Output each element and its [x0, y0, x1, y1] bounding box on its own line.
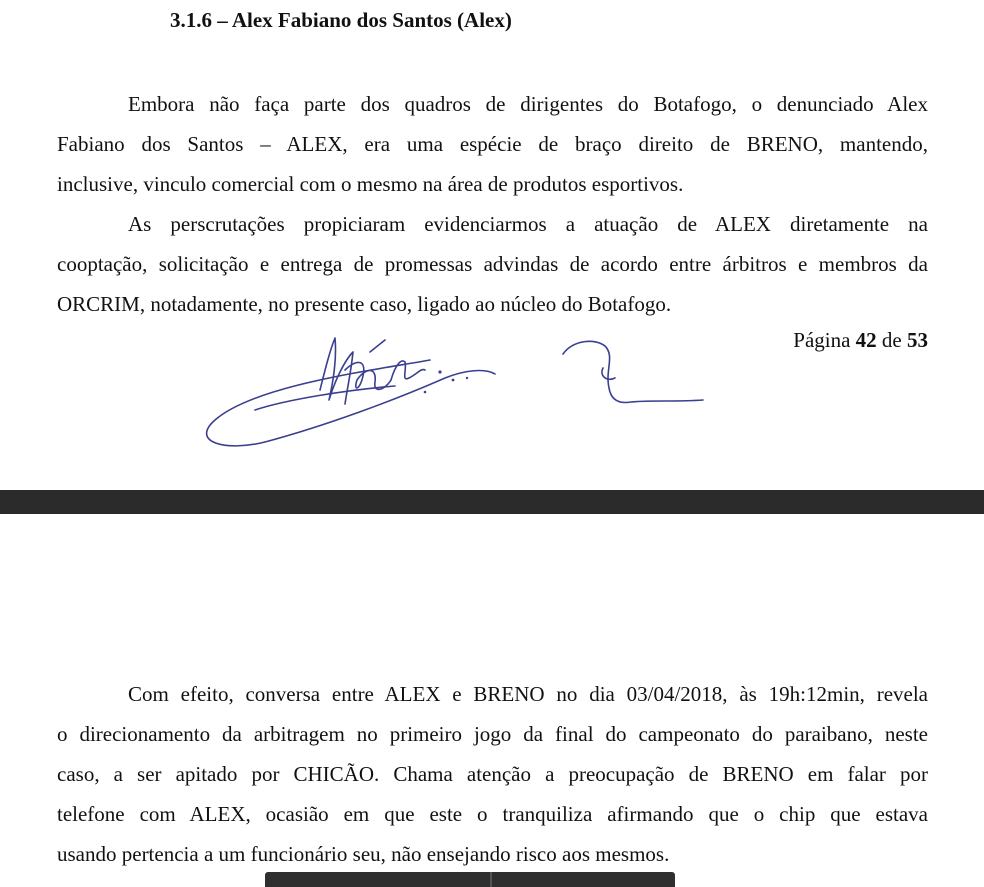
paragraph-line: cooptação, solicitação e entrega de promessas advindas de acordo entre árbitros e membros da: [57, 252, 928, 276]
paragraph-line: Embora não faça parte dos quadros de dirigentes do Botafogo, o denunciado Alex: [128, 92, 928, 116]
signature-dot: [466, 377, 468, 379]
signature-dot: [452, 379, 455, 382]
paragraph-2: [57, 204, 928, 324]
page-separator-bar: [0, 490, 984, 514]
paragraph-line: Fabiano dos Santos – ALEX, era uma espécie de braço direito de BRENO, mantendo,: [57, 132, 928, 156]
paragraph-3: [57, 674, 928, 874]
page-number-separator: de: [881, 328, 902, 352]
signature-stroke: [370, 340, 385, 352]
page-number-total: 53: [907, 328, 928, 352]
page-number-current: 42: [855, 328, 877, 352]
paragraph-line: Com efeito, conversa entre ALEX e BRENO no dia 03/04/2018, às 19h:12min, revela: [128, 682, 928, 706]
paragraph-line: As perscrutações propiciaram evidenciarmos a atuação de ALEX diretamente na: [128, 212, 928, 236]
paragraph-line: usando pertencia a um funcionário seu, não ensejando risco aos mesmos.: [57, 842, 670, 866]
signature-dot: [438, 370, 441, 373]
paragraph-1: [57, 84, 928, 204]
signature-dot: [424, 391, 427, 394]
paragraph-line: o direcionamento da arbitragem no primeiro jogo da final do campeonato do paraibano, neste: [57, 722, 928, 746]
paragraph-line: telefone com ALEX, ocasião em que este o tranquiliza afirmando que o chip que estava: [57, 802, 928, 826]
paragraph-line: ORCRIM, notadamente, no presente caso, ligado ao núcleo do Botafogo.: [57, 292, 672, 316]
page-number: [793, 328, 928, 353]
paragraph-line: inclusive, vinculo comercial com o mesmo na área de produtos esportivos.: [57, 172, 684, 196]
document-page-bottom: [0, 514, 984, 887]
bottom-bar-divider: [490, 872, 492, 887]
paragraph-line: caso, a ser apitado por CHICÃO. Chama atenção a preocupação de BRENO em falar por: [57, 762, 928, 786]
signature-stroke: [563, 341, 703, 402]
bottom-overlay-bar[interactable]: [265, 872, 675, 887]
section-heading: 3.1.6 – Alex Fabiano dos Santos (Alex): [170, 8, 512, 32]
page-number-prefix: Página: [793, 328, 851, 352]
handwritten-signature: [195, 330, 715, 470]
